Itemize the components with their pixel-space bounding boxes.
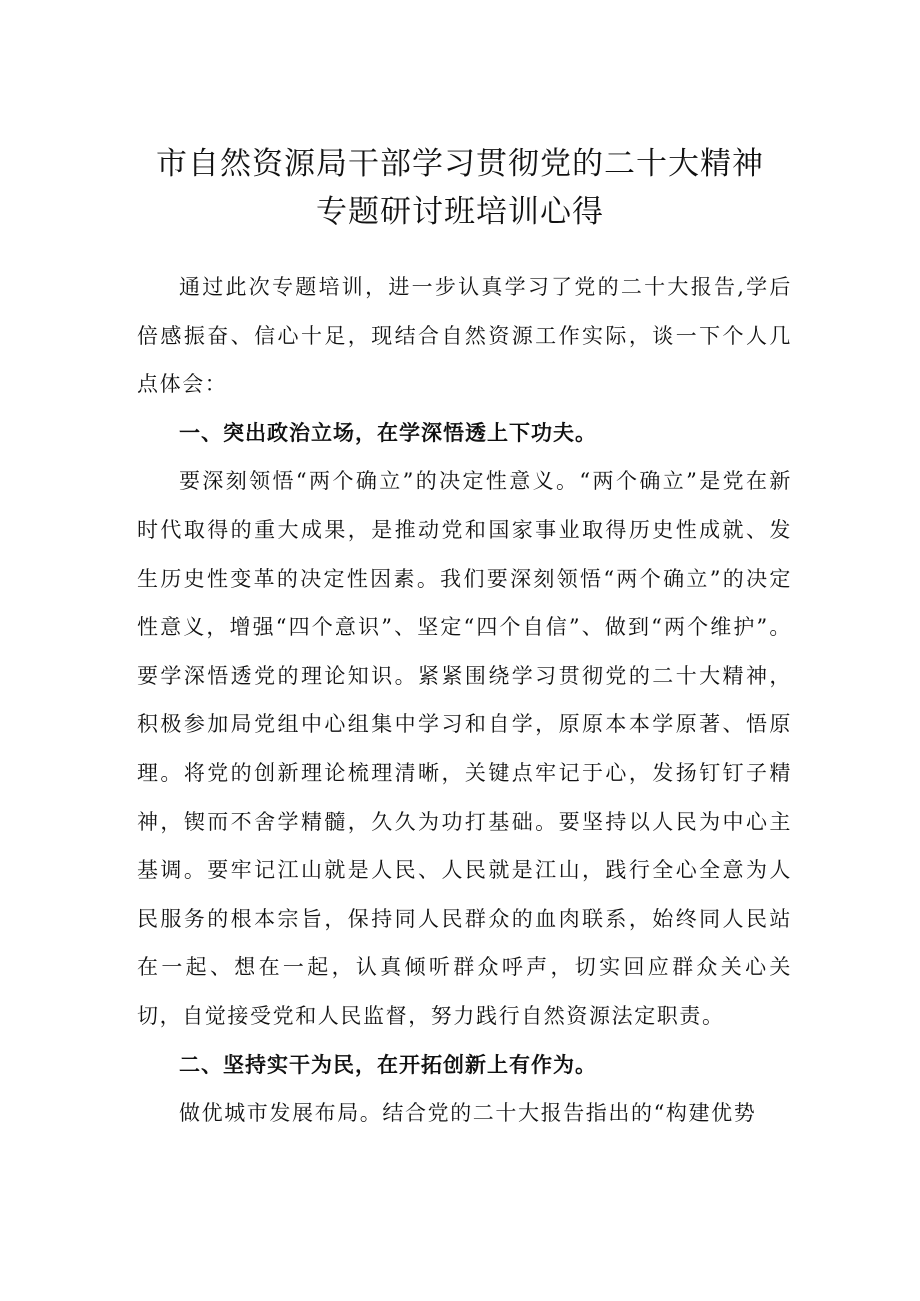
document-title-line-2: 专题研讨班培训心得 xyxy=(316,194,604,230)
intro-paragraph: 通过此次专题培训，进一步认真学习了党的二十大报告,学后倍感振奋、信心十足，现结合自然资源工作实际，谈一下个人几点体会： xyxy=(137,275,792,397)
section-2-paragraph: 做优城市发展布局。结合党的二十大报告指出的“构建优势 xyxy=(179,1101,757,1126)
section-1-paragraph: 要深刻领悟“两个确立”的决定性意义。“两个确立”是党在新时代取得的重大成果，是推动党和国家事业取得历史性成就、发生历史性变革的决定性因素。我们要深刻领悟“两个确立”的决定性意义，增强“四个意识”、坚定“四个自信”、做到“两个维护”。要学深悟透党的理论知识。紧紧围绕学习贯彻党的二十大精神，积极参加局党组中心组集中学习和自学，原原本本学原著、悟原理。将党的创新理论梳理清晰，关键点牢记于心，发扬钉钉子精神，锲而不舍学精髓，久久为功打基础。要坚持以人民为中心主基调。要牢记江山就是人民、人民就是江山，践行全心全意为人民服务的根本宗旨，保持同人民群众的血肉联系，始终同人民站在一起、想在一起，认真倾听群众呼声，切实回应群众关心关切，自觉接受党和人民监督，努力践行自然资源法定职责。 xyxy=(137,469,792,1028)
document-title-line-1: 市自然资源局干部学习贯彻党的二十大精神 xyxy=(156,146,764,182)
section-2-heading: 二、坚持实干为民，在开拓创新上有作为。 xyxy=(179,1052,597,1077)
document-body xyxy=(137,263,792,1138)
section-1-heading: 一、突出政治立场，在学深悟透上下功夫。 xyxy=(179,420,597,445)
